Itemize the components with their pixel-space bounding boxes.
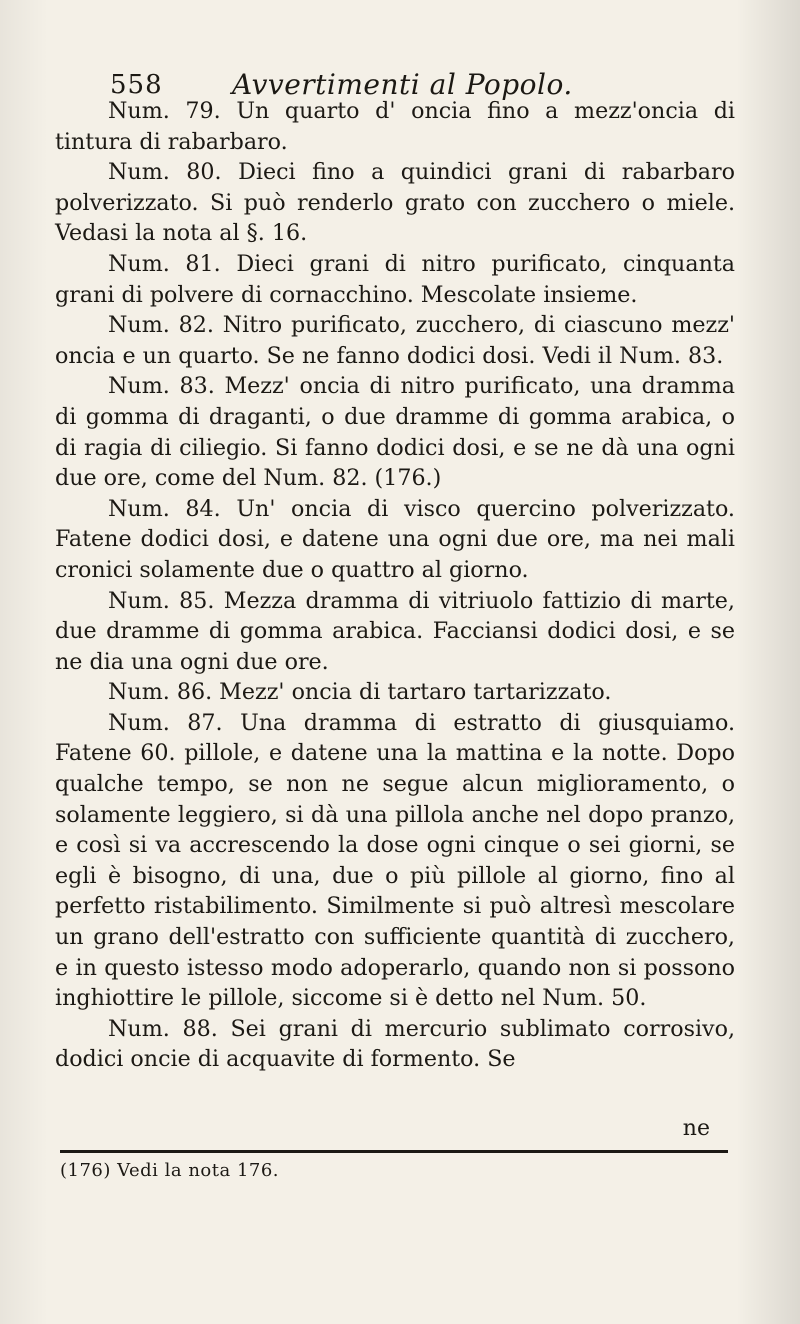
paragraph-num-81: Num. 81. Dieci grani di nitro purificato, cinquanta grani di polvere di cornacchino. Mescolate insieme. bbox=[55, 250, 735, 308]
page-number: 558 bbox=[110, 70, 163, 100]
paragraph-num-87: Num. 87. Una dramma di estratto di giusquiamo. Fatene 60. pillole, e datene una la mattina e la notte. Dopo qualche tempo, se non ne segue alcun miglioramento, o solamente leggiero, si dà una pillola anche nel dopo pranzo, e così si va accrescendo la dose ogni cinque o sei giorni, se egli è bisogno, di una, due o più pillole al giorno, fino al perfetto ristabilimento. Similmente si può altresì mescolare un grano dell'estratto con sufficiente quantità di zucchero, e in questo istesso modo adoperarlo, quando non si possono inghiottire le pillole, siccome si è detto nel Num. 50. bbox=[55, 709, 735, 1012]
paragraph-num-84: Num. 84. Un' oncia di visco quercino polverizzato. Fatene dodici dosi, e datene una ogni due ore, ma nei mali cronici solamente due o quattro al giorno. bbox=[55, 495, 735, 583]
paragraph-num-88: Num. 88. Sei grani di mercurio sublimato corrosivo, dodici oncie di acquavite di formento. Se bbox=[55, 1015, 735, 1073]
paragraph-num-80: Num. 80. Dieci fino a quindici grani di rabarbaro polverizzato. Si può renderlo grato con zucchero o miele. Vedasi la nota al §. 16. bbox=[55, 159, 735, 247]
running-title: Avvertimenti al Popolo. bbox=[232, 68, 573, 101]
paragraph-num-79: Num. 79. Un quarto d' oncia fino a mezz'oncia di tintura di rabarbaro. bbox=[55, 98, 735, 155]
body-text bbox=[55, 96, 735, 1075]
paragraph-num-85: Num. 85. Mezza dramma di vitriuolo fattizio di marte, due dramme di gomma arabica. Facciansi dodici dosi, e se ne dia una ogni due ore. bbox=[55, 587, 735, 675]
paragraph-num-82: Num. 82. Nitro purificato, zucchero, di ciascuno mezz' oncia e un quarto. Se ne fanno dodici dosi. Vedi il Num. 83. bbox=[55, 312, 735, 369]
paragraph-num-83: Num. 83. Mezz' oncia di nitro purificato, una dramma di gomma di draganti, o due dramme di gomma arabica, o di ragia di ciliegio. Si fanno dodici dosi, e se ne dà una ogni due ore, come del Num. 82. (176.) bbox=[55, 373, 735, 492]
catchword: ne bbox=[682, 1116, 710, 1141]
paragraph-num-86: Num. 86. Mezz' oncia di tartaro tartarizzato. bbox=[108, 679, 612, 706]
footnote-rule bbox=[60, 1150, 728, 1153]
footnote: (176) Vedi la nota 176. bbox=[60, 1160, 280, 1181]
